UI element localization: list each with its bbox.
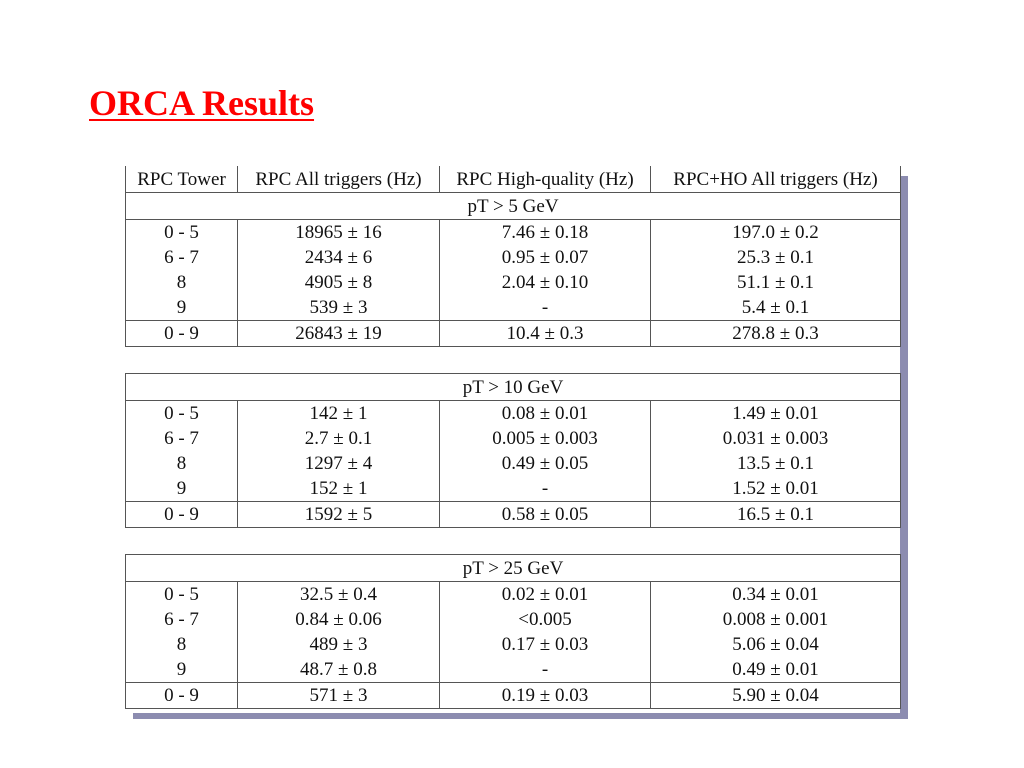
table-cell: 0.49 ± 0.01 (651, 657, 901, 683)
table-cell: 2434 ± 6 (238, 245, 440, 270)
total-cell: 16.5 ± 0.1 (651, 502, 901, 528)
table-cell: 6 - 7 (126, 245, 238, 270)
table-cell: 489 ± 3 (238, 632, 440, 657)
total-row (126, 321, 901, 347)
header-cell: RPC All triggers (Hz) (238, 166, 440, 193)
table-cell: 0.49 ± 0.05 (440, 451, 651, 476)
table-cell: 32.5 ± 0.4 (238, 582, 440, 608)
table-cell: 0 - 5 (126, 220, 238, 246)
total-cell: 0 - 9 (126, 683, 238, 709)
total-cell: 10.4 ± 0.3 (440, 321, 651, 347)
table-cell: 8 (126, 451, 238, 476)
table-row (126, 632, 901, 657)
section-label: pT > 5 GeV (126, 193, 901, 220)
table-cell: 142 ± 1 (238, 401, 440, 427)
total-cell: 0 - 9 (126, 502, 238, 528)
table-row (126, 476, 901, 502)
table-cell: - (440, 476, 651, 502)
table-cell: 7.46 ± 0.18 (440, 220, 651, 246)
table-row (126, 657, 901, 683)
table-row (126, 270, 901, 295)
table-cell: 51.1 ± 0.1 (651, 270, 901, 295)
table-cell: 1.49 ± 0.01 (651, 401, 901, 427)
header-cell: RPC High-quality (Hz) (440, 166, 651, 193)
table-cell: <0.005 (440, 607, 651, 632)
table-cell: - (440, 657, 651, 683)
table-cell: 9 (126, 295, 238, 321)
table-cell: 4905 ± 8 (238, 270, 440, 295)
table-cell: 152 ± 1 (238, 476, 440, 502)
table-cell: 197.0 ± 0.2 (651, 220, 901, 246)
table-cell: 0.34 ± 0.01 (651, 582, 901, 608)
table-cell: 0.02 ± 0.01 (440, 582, 651, 608)
section-label: pT > 10 GeV (126, 374, 901, 401)
table-row (126, 451, 901, 476)
section-gap (126, 347, 901, 374)
table-cell: 539 ± 3 (238, 295, 440, 321)
header-cell: RPC+HO All triggers (Hz) (651, 166, 901, 193)
table-cell: 5.06 ± 0.04 (651, 632, 901, 657)
table-cell: 18965 ± 16 (238, 220, 440, 246)
table-cell: 5.4 ± 0.1 (651, 295, 901, 321)
table-cell: - (440, 295, 651, 321)
table-cell: 0 - 5 (126, 582, 238, 608)
total-row (126, 683, 901, 709)
total-cell: 0.19 ± 0.03 (440, 683, 651, 709)
total-cell: 1592 ± 5 (238, 502, 440, 528)
table-row (126, 245, 901, 270)
table-cell: 0.08 ± 0.01 (440, 401, 651, 427)
gap-cell (126, 528, 901, 555)
total-row (126, 502, 901, 528)
table-cell: 8 (126, 632, 238, 657)
table-row (126, 295, 901, 321)
total-cell: 0.58 ± 0.05 (440, 502, 651, 528)
table-cell: 0.17 ± 0.03 (440, 632, 651, 657)
table-header-row (126, 166, 901, 193)
table-cell: 0.95 ± 0.07 (440, 245, 651, 270)
table-cell: 0.005 ± 0.003 (440, 426, 651, 451)
table-cell: 25.3 ± 0.1 (651, 245, 901, 270)
results-table-container (125, 166, 900, 713)
slide-title: ORCA Results (89, 83, 315, 123)
table-row (126, 401, 901, 427)
table-cell: 0.84 ± 0.06 (238, 607, 440, 632)
table-cell: 1.52 ± 0.01 (651, 476, 901, 502)
section-gap (126, 528, 901, 555)
table-cell: 9 (126, 476, 238, 502)
table-cell: 6 - 7 (126, 426, 238, 451)
table-cell: 2.04 ± 0.10 (440, 270, 651, 295)
section-header-row (126, 555, 901, 582)
table-cell: 9 (126, 657, 238, 683)
header-cell: RPC Tower (126, 166, 238, 193)
table-row (126, 220, 901, 246)
table-cell: 0.008 ± 0.001 (651, 607, 901, 632)
section-header-row (126, 193, 901, 220)
total-cell: 0 - 9 (126, 321, 238, 347)
total-cell: 5.90 ± 0.04 (651, 683, 901, 709)
table-row (126, 582, 901, 608)
table-cell: 0.031 ± 0.003 (651, 426, 901, 451)
gap-cell (126, 347, 901, 374)
table-row (126, 426, 901, 451)
results-table (125, 166, 901, 709)
table-cell: 48.7 ± 0.8 (238, 657, 440, 683)
table-body (126, 193, 901, 709)
table-row (126, 607, 901, 632)
table-cell: 2.7 ± 0.1 (238, 426, 440, 451)
section-label: pT > 25 GeV (126, 555, 901, 582)
table-cell: 6 - 7 (126, 607, 238, 632)
table-cell: 1297 ± 4 (238, 451, 440, 476)
total-cell: 571 ± 3 (238, 683, 440, 709)
total-cell: 26843 ± 19 (238, 321, 440, 347)
table-cell: 8 (126, 270, 238, 295)
total-cell: 278.8 ± 0.3 (651, 321, 901, 347)
table-cell: 0 - 5 (126, 401, 238, 427)
section-header-row (126, 374, 901, 401)
table-cell: 13.5 ± 0.1 (651, 451, 901, 476)
